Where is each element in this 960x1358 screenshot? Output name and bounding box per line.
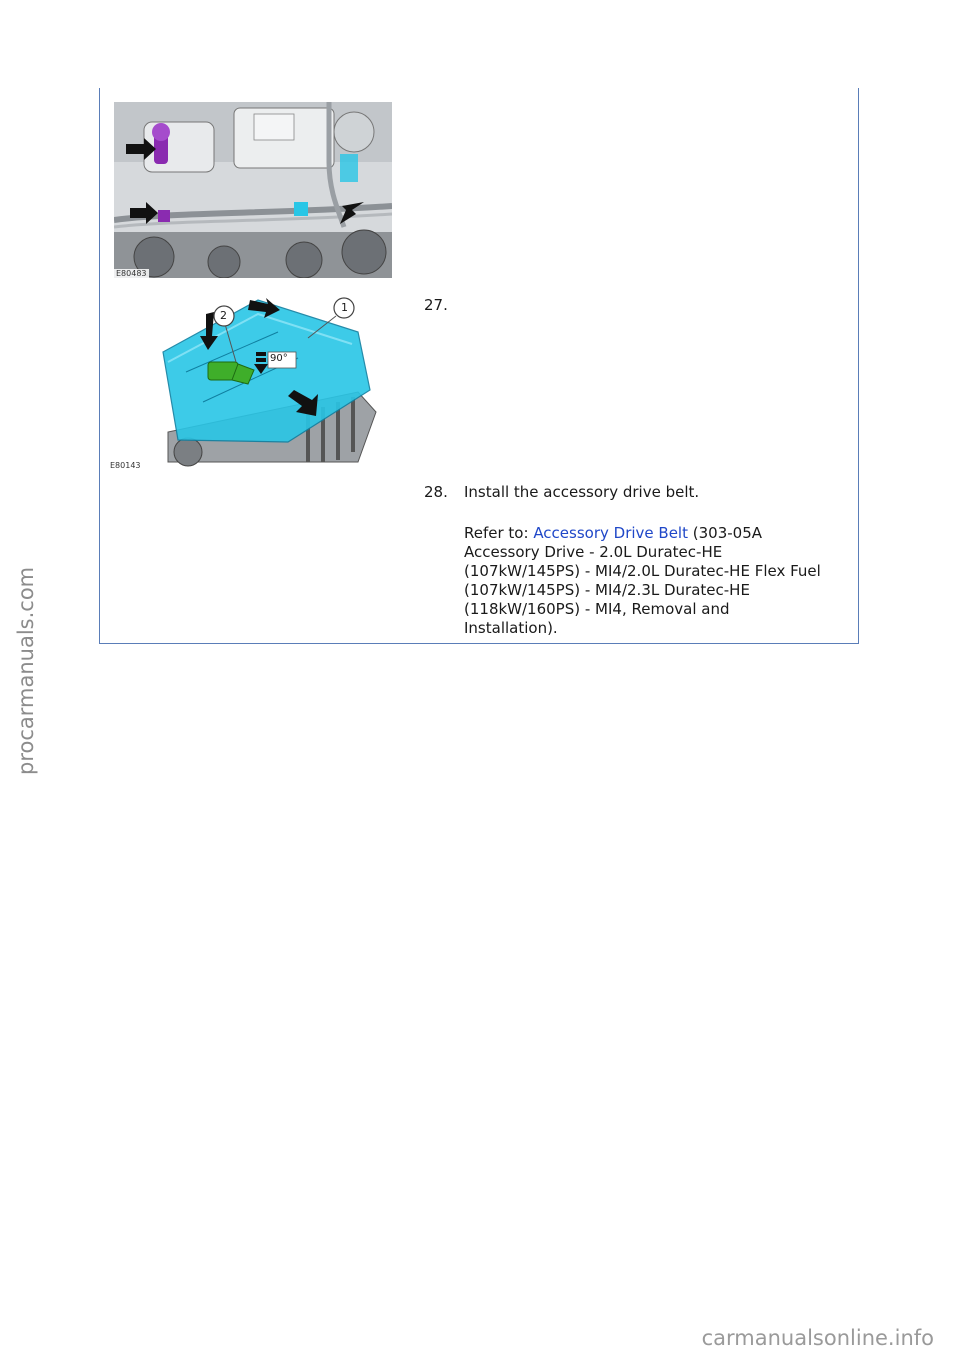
- reference-line-6: Installation).: [464, 619, 558, 637]
- figure-code-label: E80143: [110, 461, 141, 470]
- reference-line-2: Accessory Drive - 2.0L Duratec-HE: [464, 543, 723, 561]
- step-28-instruction: Install the accessory drive belt.: [464, 483, 700, 501]
- callout-1: 1: [341, 301, 348, 314]
- engine-illustration-2: [108, 292, 392, 472]
- callout-2: 2: [220, 309, 227, 322]
- step-27-number: 27.: [424, 296, 448, 314]
- footer-watermark: carmanualsonline.info: [701, 1326, 934, 1350]
- engine-illustration-1: [114, 102, 392, 278]
- engine-figure-1: [114, 102, 392, 278]
- reference-line-1-rest: (303-05A: [687, 524, 762, 542]
- reference-line-5: (118kW/160PS) - MI4, Removal and: [464, 600, 730, 618]
- reference-line-4: (107kW/145PS) - MI4/2.3L Duratec-HE: [464, 581, 750, 599]
- step-28-reference: [464, 524, 856, 638]
- refer-prefix: Refer to:: [464, 524, 534, 542]
- reference-line-3: (107kW/145PS) - MI4/2.0L Duratec-HE Flex Fuel: [464, 562, 821, 580]
- angle-label: 90°: [270, 353, 288, 364]
- step-28-number: 28.: [424, 483, 448, 501]
- engine-figure-2: [108, 292, 392, 472]
- accessory-drive-belt-link[interactable]: Accessory Drive Belt: [533, 524, 688, 542]
- side-watermark: procarmanuals.com: [14, 566, 38, 775]
- figure-code-label: E80483: [116, 269, 147, 278]
- reference-line-1: [464, 524, 856, 543]
